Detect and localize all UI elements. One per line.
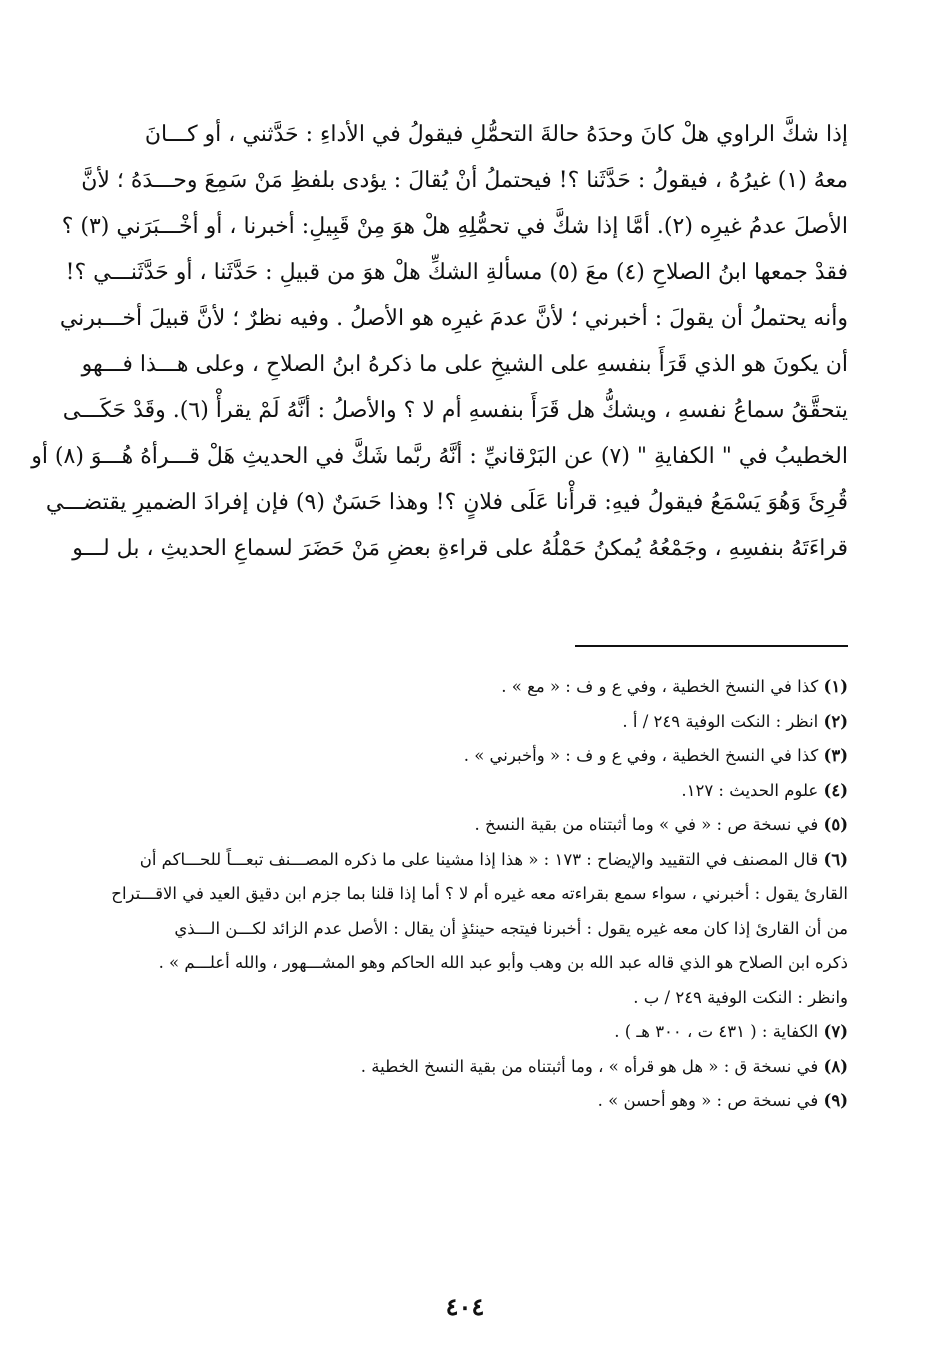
footnote-text: في نسخة ص : « وهو أحسن » . [597, 1091, 819, 1110]
main-text-block [31, 112, 848, 572]
footnote-number: (٦) [823, 849, 848, 869]
main-text-line: معهُ (١) غيرُهُ ، فيقولُ : حَدَّثَنا ؟! فيحتملُ أنْ يُقالَ : يؤدى بلفظِ مَنْ سَمِعَ وحـــدَهُ ؛ لأنَّ [81, 168, 848, 193]
footnote-text: علوم الحديث : ١٢٧. [681, 780, 819, 800]
footnote-text: انظر : النكت الوفية ٢٤٩ / أ . [622, 711, 819, 731]
footnote [78, 705, 848, 740]
footnote-number: (٧) [823, 1022, 848, 1041]
footnote-continuation: من أن القارئ إذا كان معه غيره يقول : أخبرنا فيتجه حينئذٍ أن يقال : الأصل عدم الزائد لكـــن الـــذي [174, 918, 848, 938]
footnote-text: كذا في النسخ الخطية ، وفي ع و ف : « وأخبرني » . [463, 746, 819, 765]
main-text-line: الأصلَ عدمُ غيرِه (٢). أمَّا إذا شكَّ في تحمُّلِهِ هلْ هوَ مِنْ قَبِيلِ: أخبرنا ، أو أخْـــبَرَني (٣) ؟ [61, 214, 848, 239]
main-text-line: يتحقَّقُ سماعُ نفسهِ ، ويشكُّ هل قَرَأَ بنفسهِ أم لا ؟ والأصلُ : أنَّهُ لَمْ يقرأْ (٦). وقَدْ حَكَـــى [62, 398, 848, 423]
footnote-text: كذا في النسخ الخطية ، وفي ع و ف : « مع » . [501, 677, 819, 696]
footnote [78, 670, 848, 705]
main-text-line: الخطيبُ في " الكفايةِ " (٧) عن البَرْقانيِّ : أنَّهُ ربَّما شَكَّ في الحديثِ هَلْ قـــرأهُ هُـــوَ (٨) أو [31, 444, 848, 469]
main-text-line: قُرِئَ وَهُوَ يَسْمَعُ فيقولُ فيهِ: قرأْنا عَلَى فلانٍ ؟! وهذا حَسَنٌ (٩) فإن إفرادَ الضميرِ يقتضـــي [45, 490, 848, 515]
main-text-line: إذا شكَّ الراوي هلْ كانَ وحدَهُ حالةَ التحمُّلِ فيقولُ في الأداءِ : حَدَّثني ، أو كـــانَ [144, 122, 848, 147]
footnote-text: الكفاية : ( ٤٣١ ت ، ٣٠٠ هـ ) . [614, 1022, 819, 1041]
footnote-number: (٨) [823, 1056, 848, 1076]
footnote-text: قال المصنف في التقييد والإيضاح : ١٧٣ : « هذا إذا مشينا على ما ذكره المصـــنف تبعـــاً للحـــاكم أن [139, 849, 819, 869]
footnote-divider [575, 645, 848, 647]
footnote-continuation: القارئ يقول : أخبرني ، سواء سمع بقراءته معه غيره أم لا ؟ أما إذا قلنا بما جزم ابن دقيق العيد في الاقـــتراح [111, 884, 848, 903]
footnote [78, 1015, 848, 1050]
footnote-number: (٥) [823, 815, 848, 834]
main-text-line: أن يكونَ هو الذي قَرَأَ بنفسهِ على الشيخِ على ما ذكرهُ ابنُ الصلاحِ ، وعلى هـــذا فـــهو [81, 352, 848, 377]
footnote-continuation: وانظر : النكت الوفية ٢٤٩ / ب . [633, 987, 848, 1007]
footnote-number: (٢) [823, 711, 848, 731]
main-text-line: فقدْ جمعها ابنُ الصلاحِ (٤) معَ (٥) مسألةِ الشكِّ هلْ هوَ من قبيلِ : حَدَّثَنا ، أو حَدَّثَنـــي ؟! [65, 260, 848, 285]
footnotes-block [78, 670, 848, 1119]
footnote-continuation: ذكره ابن الصلاح هو الذي قاله عبد الله بن وهب وأبو عبد الله الحاكم وهو المشـــهور ، والله أعلـــم » . [158, 953, 848, 972]
footnote-number: (٩) [823, 1091, 848, 1110]
footnote [78, 808, 848, 843]
main-text-line: قراءَتَهُ بنفسِهِ ، وجَمْعُهُ يُمكنُ حَمْلُهُ على قراءةِ بعضِ مَنْ حَضَرَ لسماعِ الحديثِ ، بل لـــو [72, 536, 848, 561]
footnote [78, 739, 848, 774]
footnote-number: (٣) [823, 746, 848, 765]
footnote-text: في نسخة ق : « هل هو قرأه » ، وما أثبتناه من بقية النسخ الخطية . [360, 1056, 819, 1076]
footnote-number: (١) [823, 677, 848, 696]
footnote-text: في نسخة ص : « في » وما أثبتناه من بقية النسخ . [474, 815, 819, 834]
footnote-number: (٤) [823, 780, 848, 800]
page-number: ٤٠٤ [445, 1292, 485, 1321]
footnote [78, 774, 848, 809]
main-text-line: وأنه يحتملُ أن يقولَ : أخبرني ؛ لأنَّ عدمَ غيرِه هو الأصلُ . وفيه نظرٌ ؛ لأنَّ قبيلَ أخـــبرني [59, 306, 848, 331]
footnote [78, 1050, 848, 1085]
footnote [78, 1084, 848, 1119]
footnote [78, 843, 848, 878]
